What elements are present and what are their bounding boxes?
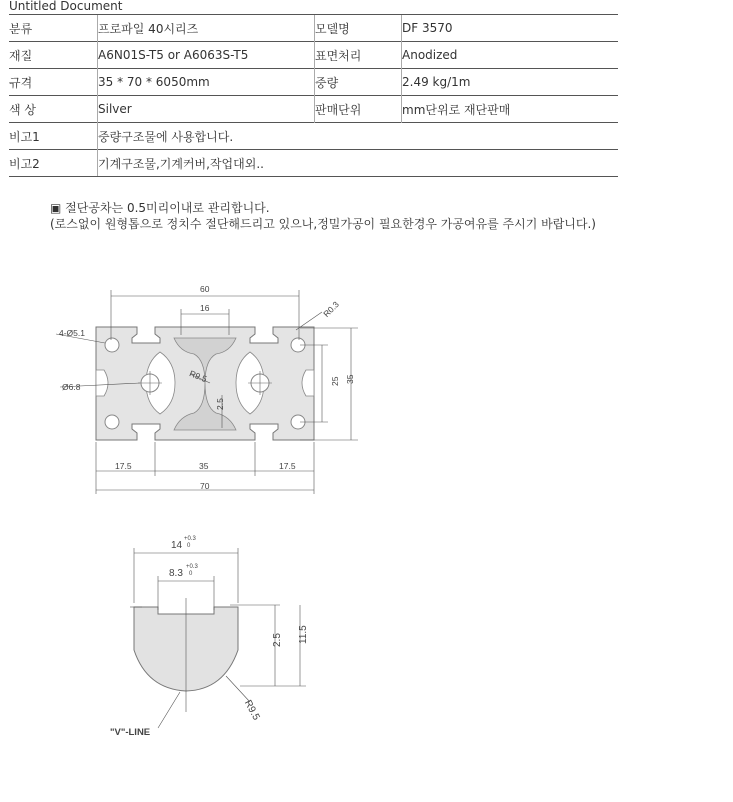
row-label: 비고1 [9,123,98,150]
dim-label: 35 [345,374,355,384]
row-value: 중량구조물에 사용합니다. [98,123,619,150]
dim-label: R9.5 [241,698,262,723]
row-label: 규격 [9,69,98,96]
row-value: 기계구조물,기계커버,작업대외.. [98,150,619,177]
row-value: 2.49 kg/1m [402,69,619,96]
dim-label: 2.5 [272,633,283,647]
dim-label: 2.5 [215,398,225,410]
tolerance-label: +0.3 [186,564,198,570]
tolerance-label: +0.3 [184,536,196,542]
vline-label: "V"-LINE [110,727,151,738]
document-title: Untitled Document [9,0,123,13]
row-value: 프로파일 40시리즈 [98,15,315,42]
dim-label: 14 [171,540,183,551]
dim-label: 25 [330,376,340,386]
square-marker-icon: ▣ [50,201,62,215]
dim-label: 16 [200,303,210,313]
row-value: Anodized [402,42,619,69]
row-label: 비고2 [9,150,98,177]
row-label: 색 상 [9,96,98,123]
dim-label: 70 [200,481,210,491]
row-label: 모델명 [315,15,402,42]
tolerance-label: 0 [187,543,191,549]
dim-label: Ø6.8 [62,382,81,392]
dim-label: 60 [200,284,210,294]
row-label: 표면처리 [315,42,402,69]
row-value: mm단위로 재단판매 [402,96,619,123]
dim-label: R9.5 [187,368,209,385]
tolerance-label: 0 [189,571,193,577]
row-label: 판매단위 [315,96,402,123]
note-line-2: (로스없이 원형톱으로 정치수 절단해드리고 있으나,정밀가공이 필요한경우 가공여유를 주시기 바랍니다.) [50,217,596,231]
dim-label: 17.5 [279,461,296,471]
dim-label: 35 [199,461,209,471]
dim-label: R0.3 [321,299,341,320]
row-label: 중량 [315,69,402,96]
row-value: DF 3570 [402,15,619,42]
row-label: 재질 [9,42,98,69]
row-value: Silver [98,96,315,123]
dim-label: 4-Ø5.1 [59,328,85,338]
row-label: 분류 [9,15,98,42]
note-text: 절단공차는 0.5미리이내로 관리합니다. [65,201,270,215]
row-value: 35 * 70 * 6050mm [98,69,315,96]
row-value: A6N01S-T5 or A6063S-T5 [98,42,315,69]
dim-label: 17.5 [115,461,132,471]
dim-label: 11.5 [298,625,309,644]
dim-label: 8.3 [169,568,183,579]
